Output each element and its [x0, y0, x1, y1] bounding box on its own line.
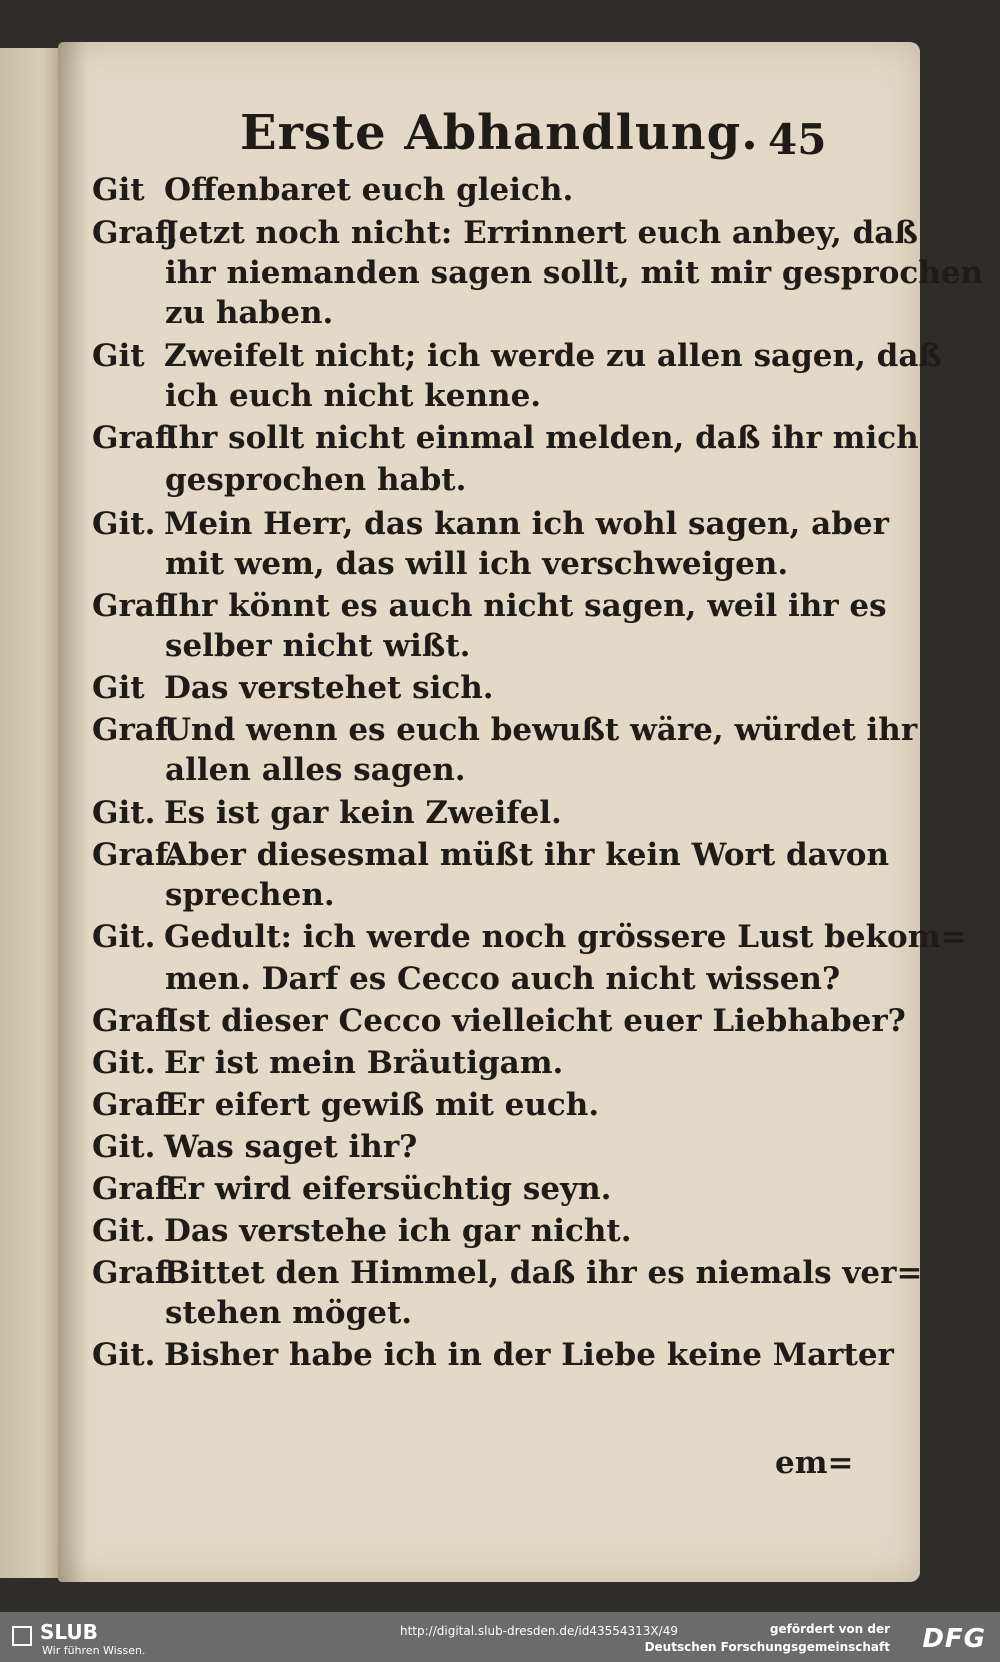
line-text: men. Darf es Cecco auch nicht wissen?: [165, 961, 841, 997]
line-text: Er ist mein Bräutigam.: [164, 1045, 564, 1081]
line-text: Er wird eifersüchtig seyn.: [164, 1171, 612, 1207]
text-line: [92, 420, 919, 456]
line-text: Zweifelt nicht; ich werde zu allen sagen, daß: [164, 338, 942, 374]
text-line: [165, 628, 470, 664]
text-line: [92, 215, 918, 251]
line-text: Jetzt noch nicht: Errinnert euch anbey, daß: [164, 215, 918, 251]
text-line: [165, 1295, 412, 1331]
slub-logo-icon: [12, 1626, 32, 1646]
slub-logo-text[interactable]: SLUB: [40, 1620, 98, 1644]
line-text: allen alles sagen.: [165, 752, 466, 788]
spine-shadow: [58, 42, 88, 1582]
text-line: [92, 338, 942, 374]
text-line: [92, 919, 966, 955]
text-line: [92, 795, 562, 831]
speaker-name: Graf.: [92, 1003, 178, 1039]
text-line: [165, 378, 541, 414]
speaker-name: Git.: [92, 1129, 156, 1165]
line-text: Das verstehet sich.: [164, 670, 494, 706]
text-line: [92, 1129, 417, 1165]
line-text: ihr niemanden sagen sollt, mit mir gesprochen: [165, 255, 984, 291]
text-line: [165, 752, 466, 788]
speaker-name: Graf.: [92, 712, 178, 748]
line-text: Ist dieser Cecco vielleicht euer Liebhaber?: [164, 1003, 906, 1039]
line-text: sprechen.: [165, 877, 335, 913]
speaker-name: Graf: [92, 588, 169, 624]
line-text: Offenbaret euch gleich.: [164, 172, 574, 208]
line-text: Ihr könnt es auch nicht sagen, weil ihr es: [164, 588, 887, 624]
speaker-name: Git.: [92, 919, 156, 955]
dfg-logo[interactable]: DFG: [922, 1624, 986, 1654]
line-text: selber nicht wißt.: [165, 628, 471, 664]
line-text: Ihr sollt nicht einmal melden, daß ihr mich: [164, 420, 919, 456]
speaker-name: Graf.: [92, 1171, 178, 1207]
line-text: gesprochen habt.: [165, 462, 467, 498]
speaker-name: Graf: [92, 1087, 169, 1123]
text-line: [92, 1003, 906, 1039]
speaker-name: Git: [92, 172, 145, 208]
speaker-name: Graf.: [92, 1255, 178, 1291]
speaker-name: Git.: [92, 1213, 156, 1249]
line-text: Und wenn es euch bewußt wäre, würdet ihr: [164, 712, 918, 748]
funding-line-1: gefördert von der: [769, 1622, 890, 1636]
text-line: [92, 837, 889, 873]
footer-bar: [0, 1612, 1000, 1662]
text-line: [165, 546, 788, 582]
speaker-name: Graf.: [92, 420, 178, 456]
line-text: Bisher habe ich in der Liebe keine Marter: [164, 1337, 894, 1373]
line-text: Das verstehe ich gar nicht.: [164, 1213, 632, 1249]
text-line: [165, 295, 333, 331]
permalink[interactable]: http://digital.slub-dresden.de/id43554313X/49: [400, 1624, 678, 1638]
speaker-name: Git.: [92, 795, 156, 831]
facing-page-edge: [0, 48, 60, 1578]
text-line: [92, 712, 917, 748]
line-text: zu haben.: [165, 295, 334, 331]
text-line: [92, 1337, 894, 1373]
text-line: [165, 462, 466, 498]
line-text: ich euch nicht kenne.: [165, 378, 542, 414]
text-line: [165, 877, 335, 913]
line-text: Aber diesesmal müßt ihr kein Wort davon: [164, 837, 889, 873]
slub-tagline: Wir führen Wissen.: [42, 1644, 146, 1657]
line-text: Gedult: ich werde noch grössere Lust bekom=: [164, 919, 967, 955]
text-line: [92, 588, 887, 624]
page-header: Erste Abhandlung.: [240, 105, 759, 161]
line-text: Was saget ihr?: [164, 1129, 418, 1165]
speaker-name: Git: [92, 670, 145, 706]
text-line: [92, 1213, 632, 1249]
speaker-name: Git.: [92, 1337, 156, 1373]
line-text: Bittet den Himmel, daß ihr es niemals ver=: [164, 1255, 923, 1291]
line-text: Mein Herr, das kann ich wohl sagen, aber: [164, 506, 889, 542]
line-text: stehen möget.: [165, 1295, 413, 1331]
text-line: [165, 255, 983, 291]
text-line: [92, 1087, 599, 1123]
text-line: [92, 1255, 922, 1291]
speaker-name: Git.: [92, 1045, 156, 1081]
speaker-name: Graf.: [92, 215, 178, 251]
speaker-name: Git.: [92, 506, 156, 542]
catchword: em=: [775, 1445, 854, 1481]
line-text: Er eifert gewiß mit euch.: [164, 1087, 600, 1123]
speaker-name: Graf.: [92, 837, 178, 873]
page-number: 45: [768, 115, 827, 164]
text-line: [92, 1171, 611, 1207]
line-text: Es ist gar kein Zweifel.: [164, 795, 562, 831]
funding-line-2: Deutschen Forschungsgemeinschaft: [644, 1640, 890, 1654]
text-line: [92, 670, 494, 706]
text-line: [92, 172, 573, 208]
text-line: [92, 1045, 563, 1081]
text-line: [92, 506, 889, 542]
text-line: [165, 961, 840, 997]
speaker-name: Git: [92, 338, 145, 374]
line-text: mit wem, das will ich verschweigen.: [165, 546, 789, 582]
